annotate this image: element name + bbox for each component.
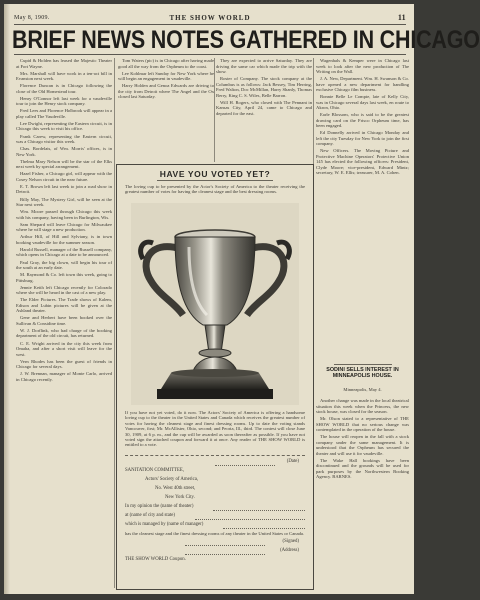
subsection-dateline: Minneapolis, May 4. — [343, 387, 382, 392]
news-column-1 — [16, 58, 112, 588]
coupon-address-row — [125, 548, 305, 557]
news-item: Cupid & Holden has leased the Majestic Theater at Fort Wayne. — [16, 58, 112, 69]
news-item: Mr. Olson stated to a representative of THE SHOW WORLD that no serious change was contemplated in the operation of the house. — [316, 416, 409, 433]
news-item: Hazel Fisher, a Chicago girl, will appear with the Cosey Nelson circuit in the near future. — [16, 171, 112, 182]
news-column-2 — [118, 58, 214, 164]
news-item: W. J. Dorflink, who had charge of the booking department of the old circuit, has returned. — [16, 327, 112, 339]
contest-title: HAVE YOU VOTED YET? — [159, 169, 271, 179]
news-item: They are expected to arrive Saturday. They are driving the same car which made the trip with the show. — [216, 58, 312, 74]
news-item: Frank Carew, representing the Eastern circuit, was a Chicago visitor this week. — [16, 133, 112, 145]
city-entry-line — [195, 519, 305, 520]
date-entry-line — [215, 465, 275, 466]
coupon-qualifier: which is managed by (name of manager) — [125, 522, 204, 527]
news-item: Henry O'Connor left last week for a vaudeville tour to join the Henry stock company. — [16, 95, 112, 107]
coupon-date-row — [125, 459, 305, 468]
news-item: Roster of Company. The stock company at the Columbus is as follows: Jack Bessey, Tim Herring, Fred Walton, Doc McMillan, Harry Shanly, Thomas Berry, King C. S. Wiles, Belle Barron. — [216, 76, 312, 98]
page-number: 11 — [397, 13, 406, 22]
news-item: Paul Gray, the big clown, will begin his tour of the south at an early date. — [16, 259, 112, 270]
coupon-manager-row — [125, 522, 305, 531]
column-divider — [114, 58, 115, 588]
theater-entry-line — [213, 510, 305, 511]
address-label: (Address) — [280, 548, 299, 554]
news-item: E. T. Brown left last week to join a road show in Detroit. — [16, 183, 112, 195]
coupon-opinion-row — [125, 504, 305, 513]
loving-cup-image — [131, 203, 299, 405]
news-item: Wagenhals & Kemper were in Chicago last week to look after the new production of The Writing on the Wall. — [316, 58, 409, 74]
news-item: Wm. Moore passed through Chicago this week with his company, having been in Burlington, Wis. — [16, 209, 112, 220]
news-item: Thelma Mary Nelson will be the star of the Elks next week by special arrangement. — [16, 158, 112, 170]
news-item: Bonnie Belle Le Compte, late of Kelly City, was in Chicago several days last week, en route to Akron, Ohio. — [316, 94, 409, 111]
news-item: Florence Duncan is in Chicago following the close of the Old Homestead tour. — [16, 83, 112, 94]
news-item: The Elder Pictures. The Trade shows of Kalem, Edison and Lubin pictures will be given at the Ashland theater. — [16, 297, 112, 314]
coupon-statement: has the cleanest stage and the finest dressing rooms of any theater in the United States or Canada. — [125, 531, 305, 536]
news-item: The house will reopen in the fall with a stock company under the same management. It is understood that the Orpheum has secured the theater and will use it for vaudeville. — [316, 434, 409, 456]
news-item: The Wake Hall bookings have been discontinued and the grounds will be used for park purposes by the Northwestern Booking Agency. BARNES. — [316, 457, 409, 480]
news-item: Arthur Hill, of Hill and Sylviany, is in town booking vaudeville for the summer season. — [16, 234, 112, 245]
contest-body: If you have not yet voted, do it now. The Actors' Society of America is offering a handsome loving cup to the theater in the United States and Canada which receives the greatest number of votes for having the cleanest stage and finest dressing rooms. Up to date the voting stands Vancouver, first; Mr. McAllister, Ohio, second; and Peoria, Ill., third. The contest will close June 30, 1909, at 6 p. m., and the cup will be awarded as soon thereafter as possible. If you have not voted sign the attached coupon and forward it at once. Any reader of THE SHOW WORLD is entitled to a vote. — [125, 410, 305, 448]
news-item: Harry Holden and Genoa Edwards are driving to the city from Detroit where The Angel and the Ox closed last Saturday. — [118, 83, 214, 100]
news-item: Lee Kohlmar left Sunday for New York where he will begin an engagement in vaudeville. — [118, 70, 214, 82]
news-item: Chas. Bordelais, of Wm. Morris' offices, is in New York. — [16, 146, 112, 157]
news-item: Billy May, The Mystery Girl, will be seen at the Star next week. — [16, 196, 112, 208]
coupon-town: at (name of city and state) — [125, 513, 175, 518]
news-item: Harold Russell, manager of the Russell company, which opens in Chicago at a date to be announced. — [16, 246, 112, 258]
news-item: Tom Waters (pic) is in Chicago after having made good all the way from the Orpheum to the coast. — [118, 58, 214, 69]
page-gutter — [4, 4, 10, 594]
running-header — [14, 12, 406, 24]
signed-label: (Signed) — [282, 539, 299, 545]
news-item: Lee Dwight, representing the Eastern circuit, is in Chicago this week to visit his office. — [16, 120, 112, 132]
news-item: Mrs. Marshall will have work in a ten-act bill in Evanston next week. — [16, 70, 112, 82]
news-column-4 — [316, 58, 409, 364]
coupon-to-line: SANITATION COMMITTEE, — [125, 468, 185, 473]
news-item: Another change was made in the local theatrical situation this week when the Princess, the new stock house, was closed for the season. — [316, 398, 409, 414]
newspaper-page — [4, 4, 480, 594]
column-divider — [214, 58, 215, 162]
contest-box — [116, 164, 314, 590]
news-item: Gene and Herbert have been booked over the Sullivan & Considine time. — [16, 315, 112, 326]
news-item: Sam Shepard will leave Chicago for Milwaukee where he will stage a new production. — [16, 221, 112, 233]
coupon-address: No. West 40th street, — [155, 486, 196, 491]
news-column-4-continued — [316, 398, 409, 588]
news-item: Will H. Rogers, who closed with The Pennant in Kansas City, April 24, came to Chicago and departed for the east. — [216, 99, 312, 116]
page-headline: BRIEF NEWS NOTES GATHERED IN CHICAGO — [12, 26, 480, 54]
news-item: Jennie Keith left Chicago recently for Colorado where she will be heard in the cast of a new play. — [16, 284, 112, 296]
news-item: J. A. New, Department. Wm. H. Swanson & Co. have opened a new department for handling exclusive Chicago film business. — [316, 76, 409, 93]
contest-title-rule — [157, 180, 273, 181]
news-item: C. E. Wright arrived in the city this week from Omaha, and after a short visit will leave for the west. — [16, 340, 112, 357]
address-line — [185, 554, 265, 555]
voting-coupon — [125, 455, 305, 583]
headline-rule — [14, 54, 406, 55]
coupon-footer: THE SHOW WORLD Coupon. — [125, 557, 186, 563]
subsection-headline: SODINI SELLS INTEREST IN MINNEAPOLIS HOUSE. — [326, 367, 399, 380]
signature-line — [185, 545, 265, 546]
coupon-opinion: In my opinion the (name of theater) — [125, 504, 194, 509]
news-item: New Officers. The Moving Picture and Protective Machine Operators' Protective Union 145 has elected the following officers: President, Clyde Moore; vice-president, Edward Mintz; secretary, W. E. Ellis; treasurer, M. A. Cohen. — [316, 148, 409, 176]
contest-intro: The loving cup to be presented by the Actor's Society of America to the theater receiving the greatest number of votes for having the cleanest stage and the best dressing rooms. — [125, 184, 305, 195]
news-item: Fred Lees and Florence Holbrook will appear in a play called The Vaudeville. — [16, 108, 112, 119]
coupon-city: New York City. — [165, 495, 195, 500]
coupon-signed-row — [125, 539, 305, 548]
coupon-cut-line — [125, 455, 305, 456]
news-item: Earle Blossom, who is said to be the greatest drawing card on the Frisco Orpheum time, has been engaged. — [316, 112, 409, 129]
news-item: Vern Rhodes has been the guest of friends in Chicago for several days. — [16, 358, 112, 370]
date-label: (Date) — [286, 459, 299, 464]
header-rule — [14, 24, 406, 25]
paper-name: THE SHOW WORLD — [169, 14, 251, 22]
news-item: M. Raymond & Co. left town this week, going to Pittsburg. — [16, 272, 112, 283]
section-rule — [334, 364, 392, 365]
coupon-town-row — [125, 513, 305, 522]
news-column-3 — [216, 58, 312, 164]
news-item: J. W. Brennan, manager of Monte Carlo, arrived in Chicago recently. — [16, 371, 112, 382]
news-item: Ed Donnelly arrived in Chicago Monday and left the city Tuesday for New York to join the first company. — [316, 130, 409, 147]
issue-date: May 8, 1909. — [14, 15, 50, 21]
coupon-addressee: Actors' Society of America, — [145, 477, 199, 482]
manager-entry-line — [223, 528, 305, 529]
